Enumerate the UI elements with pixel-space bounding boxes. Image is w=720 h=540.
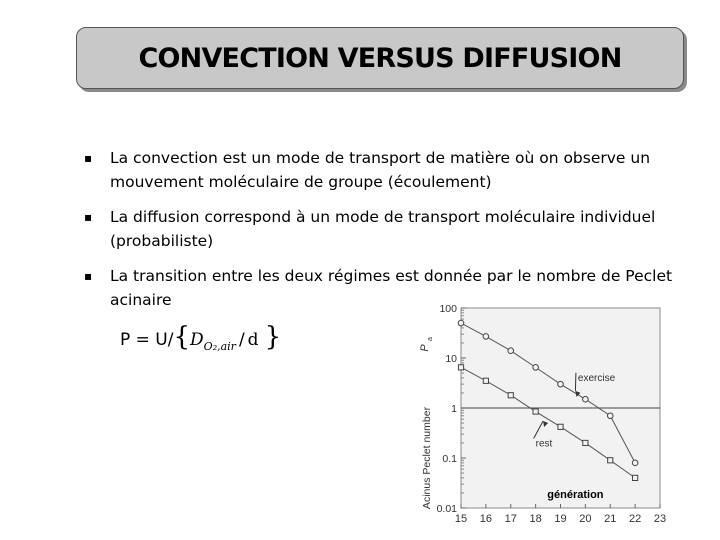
bullet-mark: ▪ xyxy=(84,269,93,283)
x-tick-label: 16 xyxy=(479,513,492,525)
data-point-rest xyxy=(608,458,613,463)
data-point-rest xyxy=(508,393,513,398)
data-point-rest xyxy=(633,475,638,480)
data-point-exercise xyxy=(533,365,539,371)
formula-d-symbol: D xyxy=(190,330,204,350)
y-axis-symbol-sub: a xyxy=(427,337,434,341)
x-tick-label: 18 xyxy=(529,513,542,525)
x-tick-label: 20 xyxy=(579,513,592,525)
bullet-text: La transition entre les deux régimes est donnée par le nombre de Peclet acinaire xyxy=(110,267,673,309)
data-point-exercise xyxy=(632,460,638,466)
y-axis-label: Acinus Peclet number xyxy=(421,406,433,510)
y-tick-label: 100 xyxy=(439,303,457,315)
formula-slash: / xyxy=(238,330,245,350)
bullet-text: La diffusion correspond à un mode de transport moléculaire individuel (probabiliste) xyxy=(110,208,656,250)
x-tick-label: 17 xyxy=(504,513,517,525)
data-point-exercise xyxy=(607,413,613,419)
y-tick-label: 0.01 xyxy=(436,503,457,515)
bullet-mark: ▪ xyxy=(84,151,93,165)
annotation-label: rest xyxy=(535,438,553,450)
x-tick-label: 19 xyxy=(554,513,567,525)
formula-open-brace: { xyxy=(173,322,191,352)
bullet-mark: ▪ xyxy=(84,210,93,224)
y-axis-symbol: P xyxy=(419,344,431,352)
x-tick-label: 23 xyxy=(653,513,667,525)
x-axis-label: génération xyxy=(547,489,604,501)
y-tick-label: 10 xyxy=(445,353,457,365)
y-tick-label: 1 xyxy=(451,403,457,415)
y-tick-label: 0.1 xyxy=(442,453,457,465)
data-point-rest xyxy=(483,378,488,383)
bullet-item xyxy=(84,146,684,194)
data-point-rest xyxy=(583,440,588,445)
peclet-formula xyxy=(120,322,282,353)
data-point-rest xyxy=(558,424,563,429)
slide-title: CONVECTION VERSUS DIFFUSION xyxy=(138,42,622,74)
data-point-exercise xyxy=(483,334,489,340)
x-tick-label: 15 xyxy=(454,513,468,525)
formula-subscript: O₂,air xyxy=(203,340,236,353)
x-tick-label: 22 xyxy=(629,513,642,525)
annotation-label: exercise xyxy=(577,372,616,384)
title-box xyxy=(76,27,684,89)
data-point-rest xyxy=(533,409,538,414)
x-tick-label: 21 xyxy=(604,513,617,525)
formula-lhs: P = U/ xyxy=(120,330,174,350)
data-point-exercise xyxy=(458,320,464,326)
data-point-exercise xyxy=(508,348,514,354)
data-point-exercise xyxy=(558,381,564,387)
data-point-exercise xyxy=(583,396,589,402)
bullet-item xyxy=(84,205,684,253)
formula-close-brace: } xyxy=(264,322,282,352)
data-point-rest xyxy=(458,365,463,370)
peclet-chart xyxy=(410,296,680,536)
bullet-text: La convection est un mode de transport de matière où on observe un mouvement moléculaire de groupe (écoulement) xyxy=(110,149,651,191)
formula-distance: d xyxy=(247,330,259,350)
